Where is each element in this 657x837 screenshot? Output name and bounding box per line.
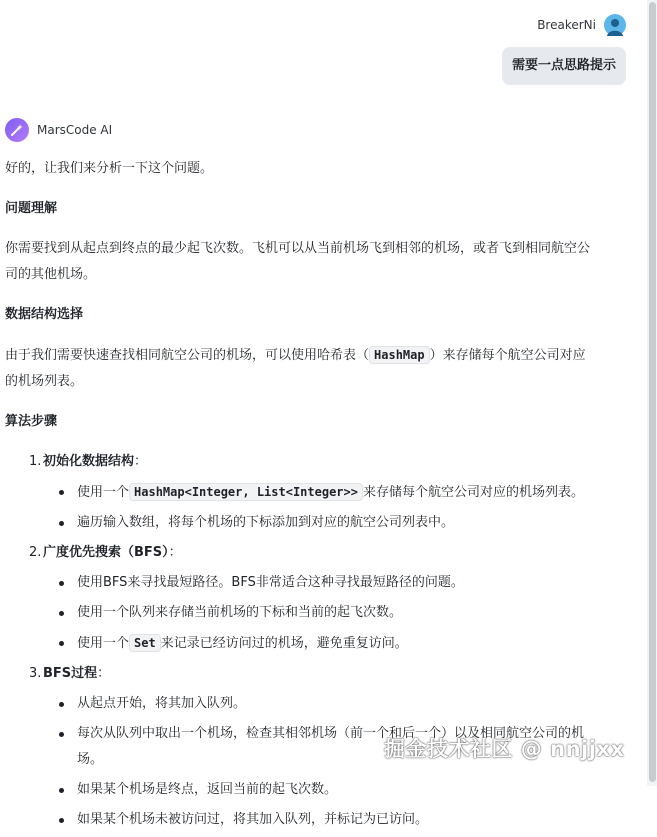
step-title: 广度优先搜索（BFS）: [43, 545, 169, 560]
bullet-text: 遍历输入数组，将每个机场的下标添加到对应的航空公司列表中。: [77, 515, 455, 530]
step-suffix: ：: [168, 545, 182, 560]
bullet-dot: [59, 641, 64, 646]
step-bullets: [29, 479, 605, 536]
ai-name: MarsCode AI: [37, 123, 113, 137]
section-text-data-structure: [5, 342, 595, 395]
list-item: [59, 721, 605, 773]
user-avatar-icon: [604, 14, 626, 36]
scrollbar-track[interactable]: [647, 0, 657, 786]
bullet-dot: [59, 788, 64, 793]
step-suffix: ：: [97, 666, 111, 681]
bullet-dot: [59, 732, 64, 737]
step-number: 3.: [29, 666, 42, 681]
marscode-logo-icon: [5, 118, 29, 142]
section-title-data-structure: 数据结构选择: [5, 307, 84, 322]
bullet-text: 使用一个: [77, 485, 130, 500]
bullet-text: 使用BFS来寻找最短路径。BFS非常适合这种寻找最短路径的问题。: [77, 575, 464, 590]
user-message-bubble: 需要一点思路提示: [502, 47, 626, 85]
ai-response: [5, 156, 605, 837]
step-suffix: ：: [134, 454, 148, 469]
bullet-text: 来记录已经访问过的机场，避免重复访问。: [160, 636, 408, 651]
bullet-text: 如果某个机场是终点，返回当前的起飞次数。: [77, 782, 338, 797]
bullet-text: 使用一个: [77, 636, 130, 651]
intro-text: 好的，让我们来分析一下这个问题。: [5, 161, 214, 176]
list-item: [59, 691, 605, 717]
user-name: BreakerNi: [537, 18, 596, 32]
section-text-problem: 你需要找到从起点到终点的最少起飞次数。飞机可以从当前机场飞到相邻的机场，或者飞到相同航空公司的其他机场。: [5, 241, 591, 282]
list-item: [59, 777, 605, 803]
list-item: [59, 570, 605, 596]
bullet-text: 从起点开始，将其加入队列。: [77, 696, 247, 711]
list-item: [59, 479, 605, 506]
step-bullets: [29, 691, 605, 833]
step-item: [29, 540, 605, 657]
bullet-dot: [59, 521, 64, 526]
ds-text-pre: 由于我们需要快速查找相同航空公司的机场，可以使用哈希表（: [5, 348, 370, 363]
step-number: 1.: [29, 454, 42, 469]
step-item: [29, 661, 605, 833]
bullet-dot: [59, 611, 64, 616]
bullet-text: 来存储每个航空公司对应的机场列表。: [362, 485, 584, 500]
bullet-text: 每次从队列中取出一个机场，检查其相邻机场（前一个和后一个）以及相同航空公司的机场。: [77, 726, 585, 767]
bullet-text: 如果某个机场未被访问过，将其加入队列，并标记为已访问。: [77, 812, 429, 827]
bullet-dot: [59, 818, 64, 823]
user-header: [537, 14, 626, 36]
scrollbar-thumb[interactable]: [649, 2, 656, 782]
step-title: BFS过程: [43, 666, 98, 681]
ds-text-post: ）来存储每个航空公司对应的机场列表。: [5, 348, 586, 389]
inline-code: Set: [129, 634, 161, 652]
step-title: 初始化数据结构: [43, 454, 135, 469]
bullet-dot: [59, 581, 64, 586]
step-bullets: [29, 570, 605, 657]
algorithm-steps: [5, 449, 605, 833]
list-item: [59, 510, 605, 536]
step-number: 2.: [29, 545, 42, 560]
bullet-text: 使用一个队列来存储当前机场的下标和当前的起飞次数。: [77, 605, 403, 620]
section-title-algorithm: 算法步骤: [5, 414, 58, 429]
list-item: [59, 600, 605, 626]
inline-code: HashMap<Integer, List<Integer>>: [129, 483, 363, 501]
list-item: [59, 807, 605, 833]
section-title-problem: 问题理解: [5, 201, 58, 216]
inline-code-hashmap: HashMap: [369, 346, 430, 364]
list-item: [59, 630, 605, 657]
step-item: [29, 449, 605, 536]
bullet-dot: [59, 490, 64, 495]
watermark: 掘金技术社区 @ nnjjxx: [384, 737, 625, 761]
bullet-dot: [59, 702, 64, 707]
ai-header: [5, 118, 112, 142]
